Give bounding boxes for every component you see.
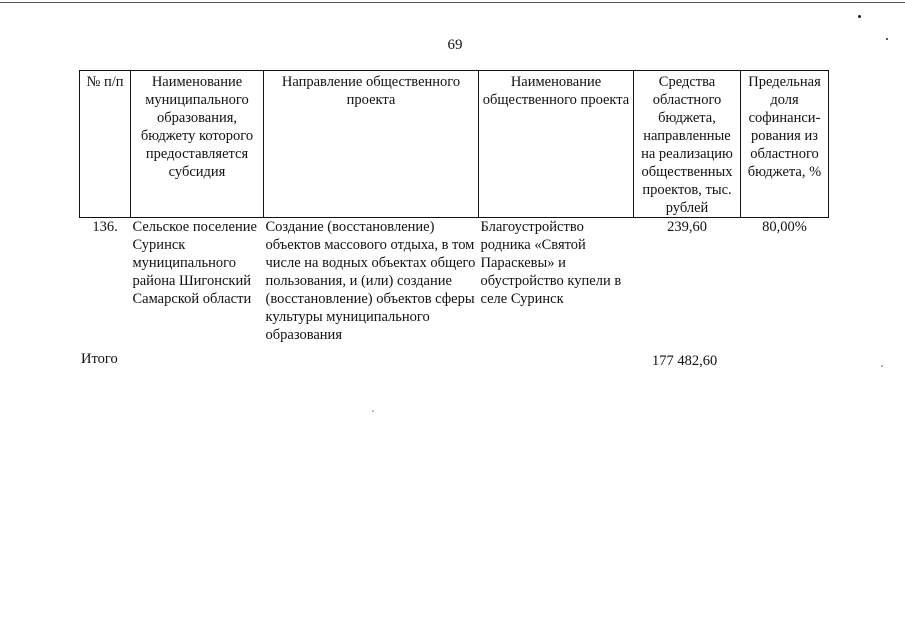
top-edge-rule [0, 2, 905, 3]
scan-speck [886, 38, 888, 40]
row-budget-funds: 239,60 [667, 219, 707, 235]
row-number: 136. [92, 219, 118, 235]
scan-speck [372, 410, 374, 412]
header-municipality: Наименование муниципального образования, бюджету которого предоставляется субсидия [131, 71, 264, 218]
total-value: 177 482,60 [652, 353, 718, 369]
header-budget-funds: Средства областного бюджета, направленные на реализацию общественных проектов, тыс. рублей [634, 71, 741, 218]
header-project-direction: Направление общественного проекта [264, 71, 479, 218]
table-header-row [80, 71, 829, 218]
subsidy-table [79, 70, 829, 353]
header-project-name: Наименование общественного проекта [479, 71, 634, 218]
row-project-name: Благоустройство родника «Святой Параскевы» и обустройство купели в селе Суринск [480, 219, 622, 307]
header-number: № п/п [80, 71, 131, 218]
scan-speck [858, 15, 861, 18]
page-number: 69 [447, 37, 463, 53]
row-municipality: Сельское поселение Суринск муниципального района Шигонский Самарской области [132, 219, 257, 307]
total-label: Итого [81, 351, 118, 367]
table-row [80, 218, 829, 354]
header-cofinancing-share: Предельная доля софинанси-рования из областного бюджета, % [741, 71, 829, 218]
row-cofinancing-share: 80,00% [762, 219, 807, 235]
scan-speck [881, 365, 883, 367]
row-project-direction: Создание (восстановление) объектов массового отдыха, в том числе на водных объектах общего пользования, и (или) создание (восстановление) объектов сферы культуры муниципального образования [265, 219, 476, 343]
